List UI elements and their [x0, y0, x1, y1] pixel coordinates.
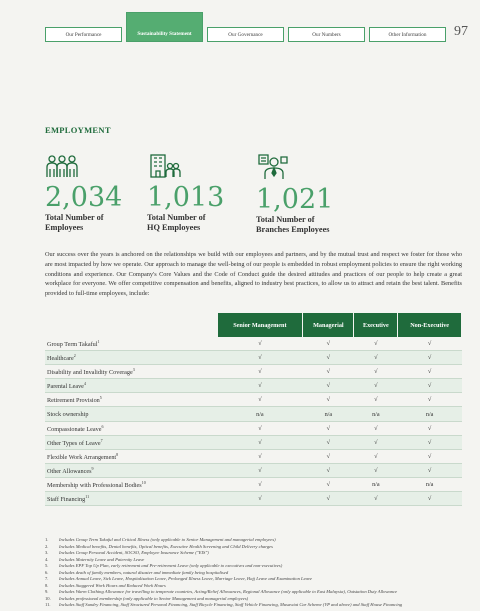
benefit-cell: √ — [354, 379, 398, 393]
benefit-cell: √ — [398, 449, 462, 463]
benefit-cell: √ — [354, 492, 398, 506]
benefit-cell: √ — [217, 379, 303, 393]
benefit-cell: √ — [217, 351, 303, 365]
benefit-label: Retirement Provision$^5$ — [45, 393, 217, 407]
benefit-label: Compassionate Leave$^6$ — [45, 421, 217, 435]
table-row — [45, 407, 462, 421]
benefit-label: Healthcare$^2$ — [45, 351, 217, 365]
stat-label: Total Number of HQ Employees — [147, 213, 206, 232]
table-row — [45, 449, 462, 463]
benefit-cell: √ — [303, 477, 354, 491]
benefit-cell: √ — [217, 449, 303, 463]
footnote: 8. Includes Staggered Work Hours and Reduced Work Hours — [45, 582, 166, 588]
nav-tab[interactable]: Our Governance — [207, 27, 284, 42]
benefit-cell: √ — [354, 435, 398, 449]
table-row — [45, 435, 462, 449]
table-row — [45, 492, 462, 506]
benefit-label: Flexible Work Arrangement$^8$ — [45, 449, 217, 463]
table-header-senior-management: Senior Management — [217, 313, 303, 337]
footnote: 11. Includes Staff Sundry Financing, Staff Structured Personal Financing, Staff Bicycle Financing, Staff Vehicle Financing, Musawiat Car Scheme (VP and above) and Staff House Financing — [45, 602, 403, 608]
benefits-table — [45, 313, 462, 506]
benefit-cell: √ — [303, 365, 354, 379]
benefit-cell: √ — [354, 463, 398, 477]
benefit-cell: √ — [303, 393, 354, 407]
benefit-cell: n/a — [354, 477, 398, 491]
benefit-cell: √ — [354, 449, 398, 463]
table-header-non-executive: Non-Executive — [398, 313, 462, 337]
benefit-label: Staff Financing$^{11}$ — [45, 492, 217, 506]
benefit-label: Disability and Invalidity Coverage$^3$ — [45, 365, 217, 379]
benefit-cell: √ — [303, 435, 354, 449]
footnote: 5. Includes EPF Top Up Plan, early retirement and Pre-retirement Leave (only applicable to executives and non-executives) — [45, 563, 283, 569]
table-row — [45, 337, 462, 351]
benefit-cell: √ — [354, 337, 398, 351]
benefit-cell: √ — [398, 365, 462, 379]
table-row — [45, 477, 462, 491]
benefit-cell: √ — [398, 393, 462, 407]
benefit-cell: √ — [398, 421, 462, 435]
benefit-cell: √ — [217, 463, 303, 477]
table-row — [45, 351, 462, 365]
table-row — [45, 393, 462, 407]
footnotes — [45, 537, 463, 609]
benefit-cell: √ — [303, 421, 354, 435]
benefit-cell: √ — [354, 421, 398, 435]
stat-label: Total Number of Branches Employees — [256, 215, 330, 234]
benefit-cell: √ — [354, 351, 398, 365]
table-header-executive: Executive — [354, 313, 398, 337]
footnote: 1. Includes Group Term Takaful and Critical Illness (only applicable to Senior Management and managerial employees) — [45, 537, 276, 542]
stat-value: 2,034 — [45, 182, 123, 213]
benefit-cell: n/a — [398, 477, 462, 491]
benefit-cell: √ — [303, 492, 354, 506]
benefit-cell: √ — [354, 393, 398, 407]
footnote: 10. Includes professional membership (only applicable to Senior Management and managerial employees) — [45, 595, 249, 601]
top-navigation — [45, 27, 446, 42]
benefit-cell: √ — [398, 463, 462, 477]
stat-branch-employees — [256, 154, 366, 234]
benefit-cell: √ — [303, 337, 354, 351]
nav-tab[interactable]: Sustainability Statement — [126, 12, 203, 42]
benefit-cell: √ — [398, 351, 462, 365]
table-header-row — [45, 313, 462, 337]
footnote: 6. Includes death of family members, natural disaster and immediate family being hospitalised — [45, 569, 229, 575]
page-number: 97 — [454, 24, 468, 39]
benefit-cell: √ — [303, 463, 354, 477]
footnote: 9. Includes Warm Clothing Allowance for travelling to temperate countries, Acting/Relief Allowances, Regional Allowance (only applicable to East Malaysia), Outstation Duty Allowance — [45, 589, 398, 595]
nav-tab[interactable]: Our Performance — [45, 27, 122, 42]
benefit-cell: √ — [303, 449, 354, 463]
nav-tab[interactable]: Other Information — [369, 27, 446, 42]
benefit-label: Membership with Professional Bodies$^{10}$ — [45, 477, 217, 491]
footnote: 2. Includes Medical benefits, Dental benefits, Optical benefits, Executive Health Screening and Child Delivery charges — [45, 543, 273, 549]
benefit-cell: √ — [217, 337, 303, 351]
table-row — [45, 365, 462, 379]
table-row — [45, 379, 462, 393]
benefit-cell: √ — [398, 379, 462, 393]
benefit-label: Other Allowances$^9$ — [45, 463, 217, 477]
benefits-intro-paragraph: Our success over the years is anchored on the relationships we build with our employees and partners, and by the mutual trust and respect we foster for those who are most impacted by how we operate. Our approach to manage the well-being of our people is embedded in robust employment policies to ensure the right working conditions and experience. Our Company's Core Values and the Code of Conduct guide the desired attitudes and practices of our people to help create a great workplace for everyone. We offer competitive compensation and benefits, aligned to industry best practices, to allow us to attract and retain the best talent. Benefits provided to full-time employees, include: — [45, 251, 462, 297]
benefit-label: Stock ownership — [45, 407, 217, 421]
benefit-cell: n/a — [354, 407, 398, 421]
benefit-cell: √ — [217, 421, 303, 435]
benefit-cell: √ — [217, 477, 303, 491]
benefit-cell: √ — [217, 365, 303, 379]
hq-building-icon — [147, 154, 181, 178]
table-row — [45, 463, 462, 477]
benefit-cell: √ — [217, 393, 303, 407]
benefit-cell: √ — [354, 365, 398, 379]
stat-label: Total Number of Employees — [45, 213, 104, 232]
stat-value: 1,021 — [256, 184, 334, 215]
stat-value: 1,013 — [147, 182, 225, 213]
benefit-label: Other Types of Leave$^7$ — [45, 435, 217, 449]
table-row — [45, 421, 462, 435]
benefit-cell: n/a — [303, 407, 354, 421]
nav-tab[interactable]: Our Numbers — [288, 27, 365, 42]
benefit-cell: √ — [303, 351, 354, 365]
footnote: 3. Includes Group Personal Accident, SOCSO, Employee Insurance Scheme ("EIS") — [45, 550, 209, 556]
benefit-label: Parental Leave$^4$ — [45, 379, 217, 393]
benefit-cell: √ — [217, 435, 303, 449]
footnote: 7. Includes Annual Leave, Sick Leave, Hospitalisation Leave, Prolonged Illness Leave, Marriage Leave, Hajj Leave and Examination Leave — [45, 576, 312, 582]
employees-group-icon — [45, 154, 79, 178]
benefit-cell: √ — [217, 492, 303, 506]
section-title: EMPLOYMENT — [45, 125, 111, 135]
footnote: 4. Includes Maternity Leave and Paternity Leave — [45, 556, 145, 562]
benefit-cell: √ — [398, 337, 462, 351]
benefit-cell: √ — [398, 435, 462, 449]
table-header-blank — [45, 313, 217, 337]
benefit-cell: √ — [303, 379, 354, 393]
benefit-cell: √ — [398, 492, 462, 506]
benefit-cell: n/a — [217, 407, 303, 421]
branch-staff-icon — [256, 154, 290, 180]
stat-hq-employees — [147, 154, 257, 232]
benefit-label: Group Term Takaful$^1$ — [45, 337, 217, 351]
benefit-cell: n/a — [398, 407, 462, 421]
table-header-managerial: Managerial — [303, 313, 354, 337]
stat-total-employees — [45, 154, 155, 232]
